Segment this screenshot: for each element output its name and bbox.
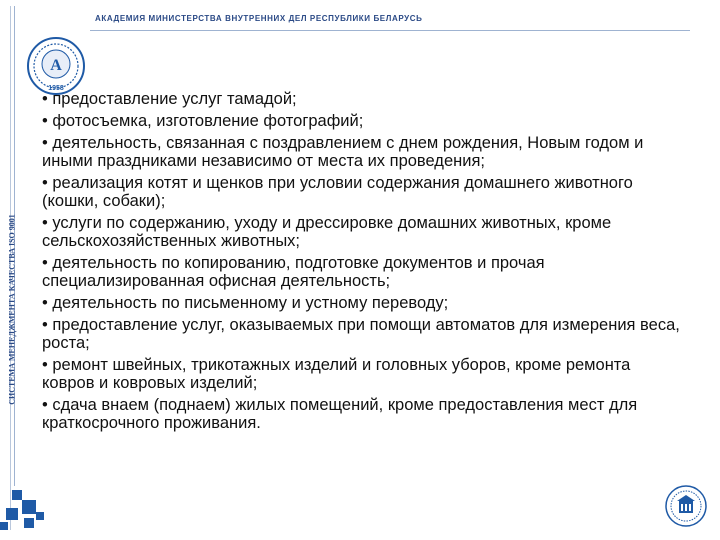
- deco-square: [12, 490, 22, 500]
- deco-square: [24, 518, 34, 528]
- vertical-quality-label: [7, 214, 17, 405]
- list-item: • ремонт швейных, трикотажных изделий и головных уборов, кроме ремонта ковров и ковровых изделий;: [42, 356, 631, 392]
- academy-emblem-icon: [26, 36, 86, 96]
- deco-square: [36, 512, 44, 520]
- list-item: • деятельность по письменному и устному переводу;: [42, 294, 449, 312]
- list-item: • предоставление услуг тамадой;: [42, 90, 297, 108]
- emblem-letter: А: [50, 57, 62, 74]
- header-rule: [90, 30, 690, 31]
- building-emblem-icon: [664, 484, 708, 528]
- emblem-year: 1958: [48, 85, 64, 92]
- list-item: • предоставление услуг, оказываемых при помощи автоматов для измерения веса, роста;: [42, 316, 680, 352]
- list-item: • реализация котят и щенков при условии содержания домашнего животного (кошки, собаки);: [42, 174, 633, 210]
- list-item: • услуги по содержанию, уходу и дрессировке домашних животных, кроме сельскохозяйственных животных;: [42, 214, 612, 250]
- vertical-label-text: СИСТЕМА МЕНЕДЖМЕНТА КАЧЕСТВА ISO 9001: [7, 214, 17, 405]
- services-list: [42, 90, 682, 436]
- header-organization: АКАДЕМИЯ МИНИСТЕРСТВА ВНУТРЕННИХ ДЕЛ РЕСПУБЛИКИ БЕЛАРУСЬ: [95, 14, 423, 23]
- list-item: • деятельность, связанная с поздравлением с днем рождения, Новым годом и иными праздниками независимо от места их проведения;: [42, 134, 644, 170]
- deco-square: [6, 508, 18, 520]
- list-item: • фотосъемка, изготовление фотографий;: [42, 112, 364, 130]
- list-item: • сдача внаем (поднаем) жилых помещений, кроме предоставления мест для краткосрочного проживания.: [42, 396, 638, 432]
- deco-square: [22, 500, 36, 514]
- list-item: • деятельность по копированию, подготовке документов и прочая специализированная офисная деятельность;: [42, 254, 545, 290]
- decorative-squares: [0, 488, 60, 532]
- deco-square: [0, 522, 8, 530]
